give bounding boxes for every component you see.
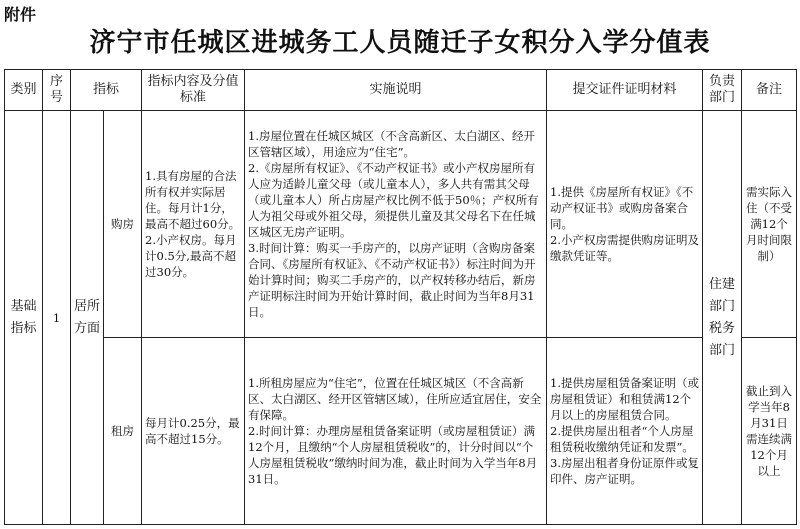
score-table <box>4 69 797 525</box>
materials-cell: 1.提供《房屋所有权证》《不动产权证书》或购房备案合同。 2.小产权房需提供购房证明及缴款凭证等。 <box>547 111 703 338</box>
explanation-cell: 1.房屋位置在任城区城区（不含高新区、太白湖区、经开区管辖区域），用途应为“住宅”。 2.《房屋所有权证》、《不动产权证书》或小产权房屋所有人应为适龄儿童父母（或儿童本人），多人共有需其父母（或儿童本人）所占房屋产权比例不低于50％；产权所有人为祖父母或外祖父母，须提供儿童及其父母名下在任城区城区无房产证明。 3.时间计算：购买一手房产的，以房产证明（含购房备案合同、《房屋所有权证》、《不动产权证书》）标注时间为开始计算时间；购买二手房产的，以产权转移办结后，新房产证明标注时间为开始计算时间，截止时间为当年8月31日。 <box>245 111 547 338</box>
category-cell: 基础指标 <box>5 111 43 525</box>
remarks-cell: 截止到入学当年8月31日需连续满12个月以上 <box>742 338 797 525</box>
indicator-main-cell: 居所方面 <box>71 111 104 525</box>
materials-cell: 1.提供房屋租赁备案证明（或房屋租赁证）和租赁满12个月以上的房屋租赁合同。 2.提供房屋出租者“个人房屋租赁税收缴纳凭证和发票”。 3.房屋出租者身份证原件或复印件、房产证明。 <box>547 338 703 525</box>
dept-cell: 住建部门税务部门 <box>703 111 742 525</box>
header-dept: 负责部门 <box>703 70 742 111</box>
header-category: 类别 <box>5 70 43 111</box>
header-indicator: 指标 <box>71 70 142 111</box>
header-remarks: 备注 <box>742 70 797 111</box>
remarks-cell: 需实际入住（不受满12个月时间限制） <box>742 111 797 338</box>
content-cell: 每月计0.25分，最高不超过15分。 <box>142 338 245 525</box>
table-row <box>5 338 797 525</box>
indicator-sub-cell: 购房 <box>104 111 142 338</box>
indicator-sub-cell: 租房 <box>104 338 142 525</box>
table-row <box>5 111 797 338</box>
header-seq: 序号 <box>43 70 71 111</box>
explanation-cell: 1.所租房屋应为“住宅”，位置在任城区城区（不含高新区、太白湖区、经开区管辖区域），住所应适宜居住，安全有保障。 2.时间计算：办理房屋租赁备案证明（或房屋租赁证）满12个月，且缴纳“个人房屋租赁税收”的，计分时间以“个人房屋租赁税收”缴纳时间为准，截止时间为入学当年8月31日。 <box>245 338 547 525</box>
header-explanation: 实施说明 <box>245 70 547 111</box>
attachment-label: 附件 <box>4 5 37 24</box>
document-title: 济宁市任城区进城务工人员随迁子女积分入学分值表 <box>89 28 711 58</box>
seq-cell: 1 <box>43 111 71 525</box>
header-content: 指标内容及分值标准 <box>142 70 245 111</box>
header-materials: 提交证件证明材料 <box>547 70 703 111</box>
content-cell: 1.具有房屋的合法所有权并实际居住。每月计1分，最高不超过60分。 2.小产权房。每月计0.5分,最高不超过30分。 <box>142 111 245 338</box>
header-row <box>5 70 797 111</box>
